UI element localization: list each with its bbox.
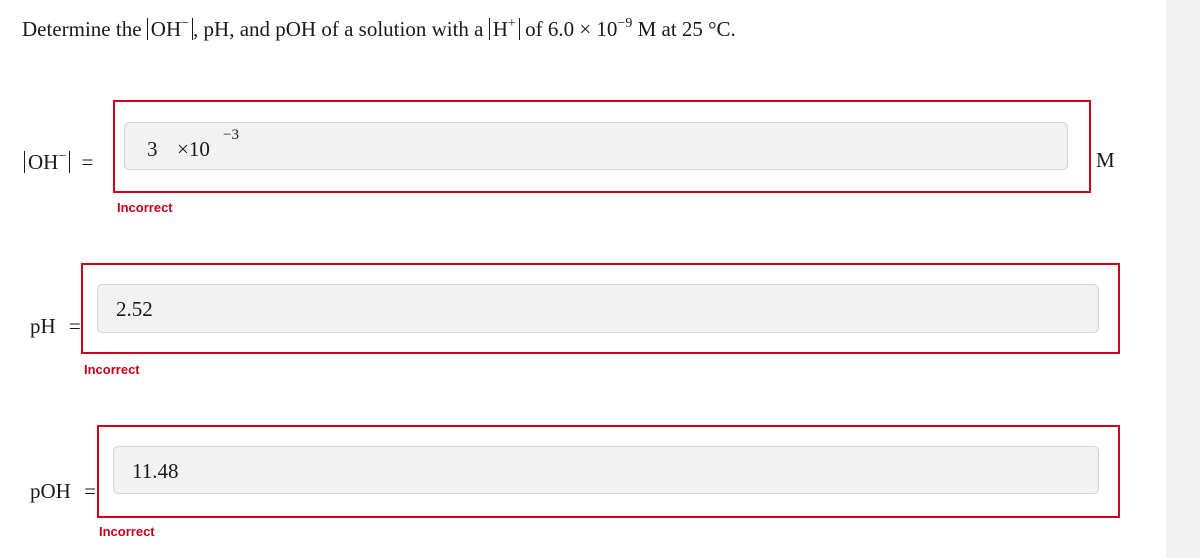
- poh-feedback: Incorrect: [99, 524, 155, 539]
- molar-unit-label: M: [1096, 148, 1115, 172]
- hydroxide-row-label: [24, 148, 93, 176]
- ph-feedback: Incorrect: [84, 362, 140, 377]
- equals-sign: =: [68, 314, 81, 338]
- hydroxide-concentration-bracket: [147, 18, 193, 40]
- equals-sign: =: [81, 150, 94, 174]
- hydroxide-label-symbol: OH: [28, 150, 59, 174]
- hydroxide-mantissa: 3: [147, 137, 158, 161]
- hydroxide-label-charge: −: [58, 149, 67, 164]
- hydrogen-concentration-bracket: [489, 18, 520, 40]
- poh-answer-field[interactable]: [113, 446, 1099, 494]
- ph-answer-field[interactable]: [97, 284, 1099, 333]
- poh-label: pOH: [30, 479, 71, 503]
- question-of-text: of 6.0 × 10: [519, 17, 618, 41]
- hydroxide-symbol: OH: [150, 17, 182, 41]
- hydroxide-label-bracket: [24, 151, 70, 173]
- hydroxide-times-ten: ×10: [177, 137, 210, 161]
- question-middle: , pH, and pOH of a solution with a: [193, 17, 489, 41]
- poh-value: 11.48: [132, 459, 179, 483]
- question-suffix: M at 25 °C.: [632, 17, 736, 41]
- hydrogen-symbol: H: [492, 17, 508, 41]
- question-prefix: Determine the: [22, 17, 147, 41]
- hydroxide-charge: −: [181, 16, 190, 31]
- hydroxide-answer-field[interactable]: [124, 122, 1068, 170]
- question-exponent: −9: [617, 16, 633, 31]
- ph-row-label: [30, 312, 81, 340]
- question-text: [22, 14, 736, 44]
- hydroxide-exponent: −3: [223, 127, 239, 143]
- poh-row-label: [30, 477, 96, 505]
- equals-sign: =: [84, 479, 96, 503]
- hydrogen-charge: +: [507, 16, 516, 31]
- ph-value: 2.52: [116, 297, 153, 321]
- hydroxide-feedback: Incorrect: [117, 200, 173, 215]
- ph-label: pH: [30, 314, 56, 338]
